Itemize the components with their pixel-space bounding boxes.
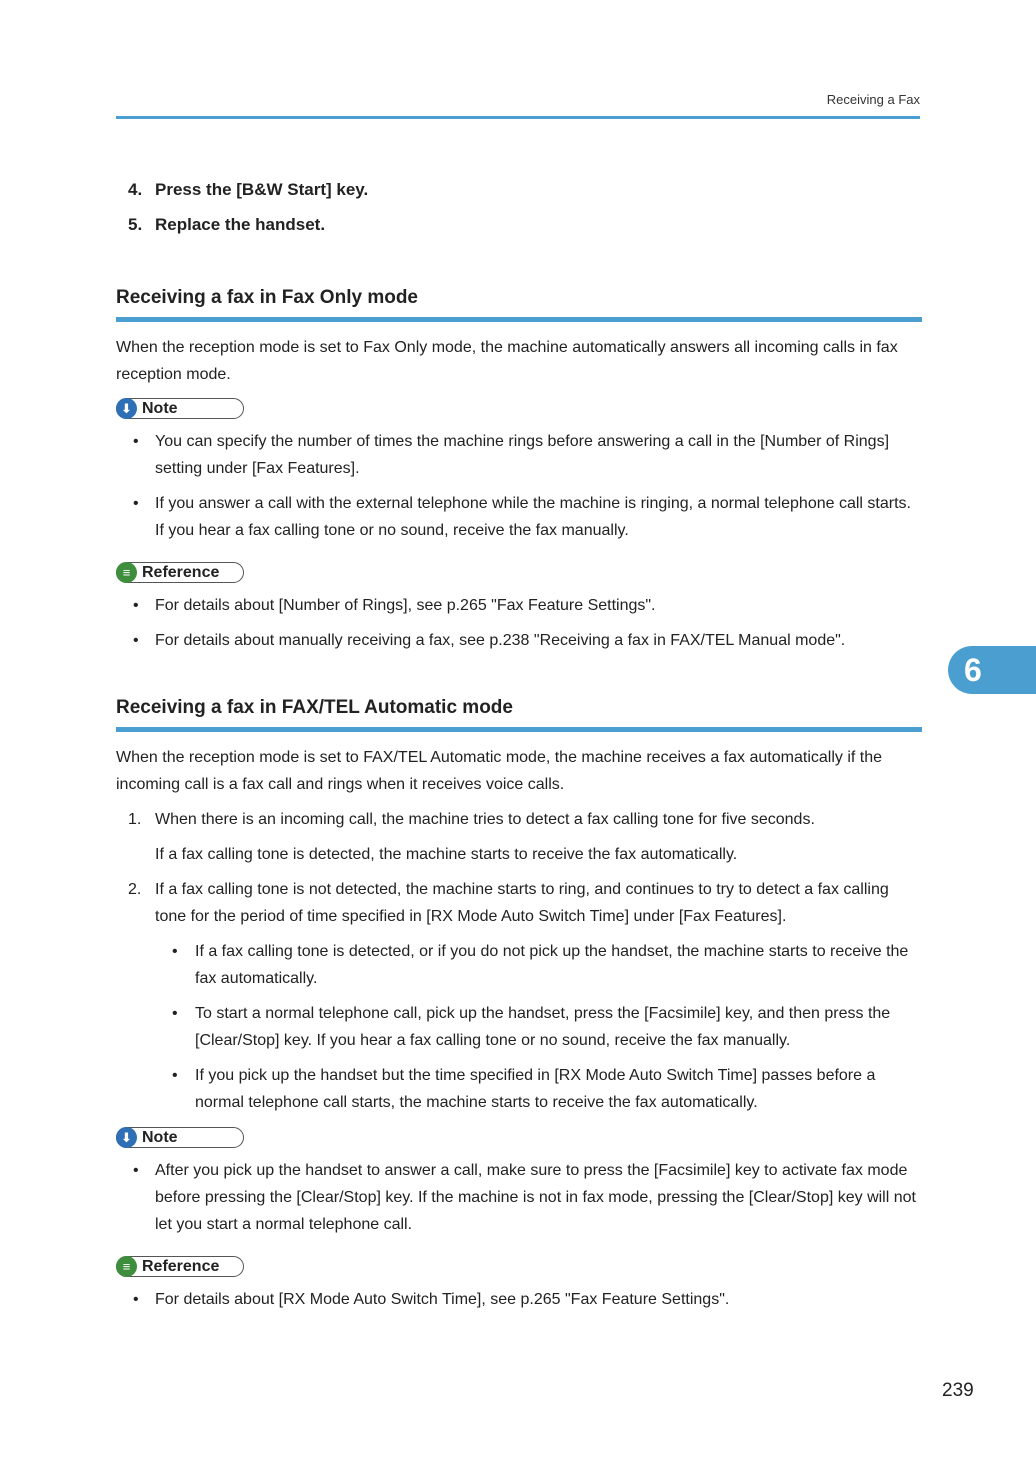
procedure-steps bbox=[116, 806, 922, 1116]
reference-badge: ≡ Reference bbox=[116, 1256, 244, 1277]
page-content bbox=[116, 176, 922, 1321]
header-title: Receiving a Fax bbox=[826, 92, 920, 107]
note-badge: ⬇ Note bbox=[116, 1127, 244, 1148]
list-item: • You can specify the number of times the machine rings before answering a call in the [Number of Rings] setting under [Fax Features]. bbox=[116, 428, 922, 482]
list-item: • For details about [RX Mode Auto Switch Time], see p.265 "Fax Feature Settings". bbox=[116, 1286, 922, 1313]
list-item: • For details about [Number of Rings], see p.265 "Fax Feature Settings". bbox=[116, 592, 922, 619]
reference-list bbox=[116, 592, 922, 654]
list-item: • After you pick up the handset to answer a call, make sure to press the [Facsimile] key to activate fax mode before pressing the [Clear/Stop] key. If the machine is not in fax mode, pressing the [Clear/Stop] key will not let you start a normal telephone call. bbox=[116, 1157, 922, 1238]
step-2-bullets bbox=[155, 938, 922, 1116]
step-2: 2. If a fax calling tone is not detected, the machine starts to ring, and continues to try to detect a fax calling tone for the period of time specified in [RX Mode Auto Switch Time] under [Fax Features]. • If a fax calling tone is detected, or if you do not pick up the handset, the machine starts to receive the fax automatically. • To start a normal telephone call, pick up the handset, press the [Facsimile] key, and then press the [Clear/Stop] key. If you hear a fax calling tone or no sound, receive the fax manually. • If you pick up the handset but the time specified in [RX Mode Auto Switch Time] passes before a normal telephone call starts, the machine starts to receive the fax automatically. bbox=[116, 876, 922, 1116]
header-rule bbox=[116, 116, 920, 119]
note-badge: ⬇ Note bbox=[116, 398, 244, 419]
section-intro: When the reception mode is set to Fax Only mode, the machine automatically answers all incoming calls in fax reception mode. bbox=[116, 339, 898, 383]
document-icon: ≡ bbox=[116, 1256, 137, 1277]
note-list bbox=[116, 428, 922, 544]
step-1: 1. When there is an incoming call, the machine tries to detect a fax calling tone for five seconds. If a fax calling tone is detected, the machine starts to receive the fax automatically. bbox=[128, 811, 815, 863]
step-4: 4. Press the [B&W Start] key. bbox=[128, 180, 369, 199]
down-arrow-icon: ⬇ bbox=[116, 398, 137, 419]
chapter-tab: 6 bbox=[948, 646, 1036, 694]
list-item: • For details about manually receiving a fax, see p.238 "Receiving a fax in FAX/TEL Manual mode". bbox=[116, 627, 922, 654]
document-icon: ≡ bbox=[116, 562, 137, 583]
list-item: • If you answer a call with the external telephone while the machine is ringing, a normal telephone call starts. If you hear a fax calling tone or no sound, receive the fax manually. bbox=[116, 490, 922, 544]
reference-list bbox=[116, 1286, 922, 1313]
page-number: 239 bbox=[942, 1380, 974, 1401]
section-heading-fax-only: Receiving a fax in Fax Only mode bbox=[116, 284, 922, 322]
note-list bbox=[116, 1157, 922, 1238]
section-intro: When the reception mode is set to FAX/TEL Automatic mode, the machine receives a fax automatically if the incoming call is a fax call and rings when it receives voice calls. bbox=[116, 749, 883, 793]
list-item: • To start a normal telephone call, pick up the handset, press the [Facsimile] key, and then press the [Clear/Stop] key. If you hear a fax calling tone or no sound, receive the fax manually. bbox=[155, 1000, 922, 1054]
reference-badge: ≡ Reference bbox=[116, 562, 244, 583]
list-item: • If you pick up the handset but the time specified in [RX Mode Auto Switch Time] passes before a normal telephone call starts, the machine starts to receive the fax automatically. bbox=[155, 1062, 922, 1116]
section-heading-fax-tel-automatic: Receiving a fax in FAX/TEL Automatic mode bbox=[116, 694, 922, 732]
step-5: 5. Replace the handset. bbox=[128, 215, 326, 234]
down-arrow-icon: ⬇ bbox=[116, 1127, 137, 1148]
list-item: • If a fax calling tone is detected, or if you do not pick up the handset, the machine starts to receive the fax automatically. bbox=[155, 938, 922, 992]
